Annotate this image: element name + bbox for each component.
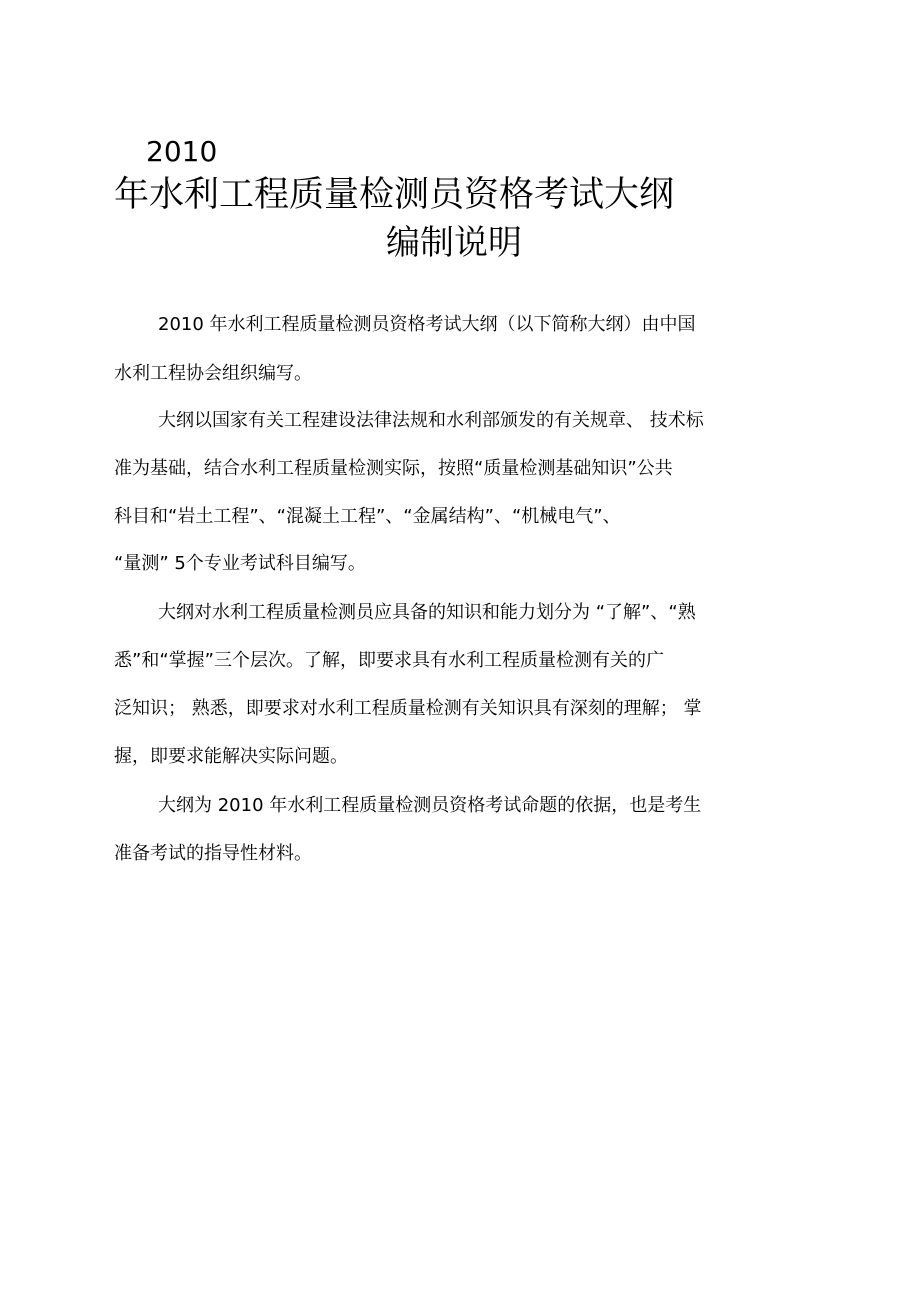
- paragraph-line: 准为基础，结合水利工程质量检测实际，按照“质量检测基础知识”公共: [114, 458, 673, 479]
- paragraph-line: 悉”和“掌握”三个层次。了解，即要求具有水利工程质量检测有关的广: [114, 650, 664, 671]
- paragraph-line: 2010 年水利工程质量检测员资格考试大纲（以下简称大纲）由中国: [158, 314, 696, 335]
- paragraph-line: 水利工程协会组织编写。: [114, 363, 312, 384]
- paragraph-line: 科目和“岩土工程”、“混凝土工程”、“金属结构”、“机械电气”、: [114, 506, 621, 527]
- paragraph-line: 准备考试的指导性材料。: [114, 843, 312, 864]
- paragraph-line: 大纲对水利工程质量检测员应具备的知识和能力划分为 “了解”、“熟: [158, 602, 696, 623]
- title-main: 年水利工程质量检测员资格考试大纲: [114, 175, 675, 215]
- paragraph-line: 泛知识； 熟悉，即要求对水利工程质量检测有关知识具有深刻的理解； 掌: [114, 698, 702, 719]
- title-subtitle: 编制说明: [386, 223, 522, 263]
- paragraph-line: 大纲以国家有关工程建设法律法规和水利部颁发的有关规章、 技术标: [158, 410, 704, 431]
- paragraph-line: 大纲为 2010 年水利工程质量检测员资格考试命题的依据，也是考生: [158, 795, 702, 816]
- paragraph-line: “量测” 5个专业考试科目编写。: [114, 553, 366, 574]
- paragraph-line: 握，即要求能解决实际问题。: [114, 746, 348, 767]
- title-year: 2010: [146, 135, 218, 168]
